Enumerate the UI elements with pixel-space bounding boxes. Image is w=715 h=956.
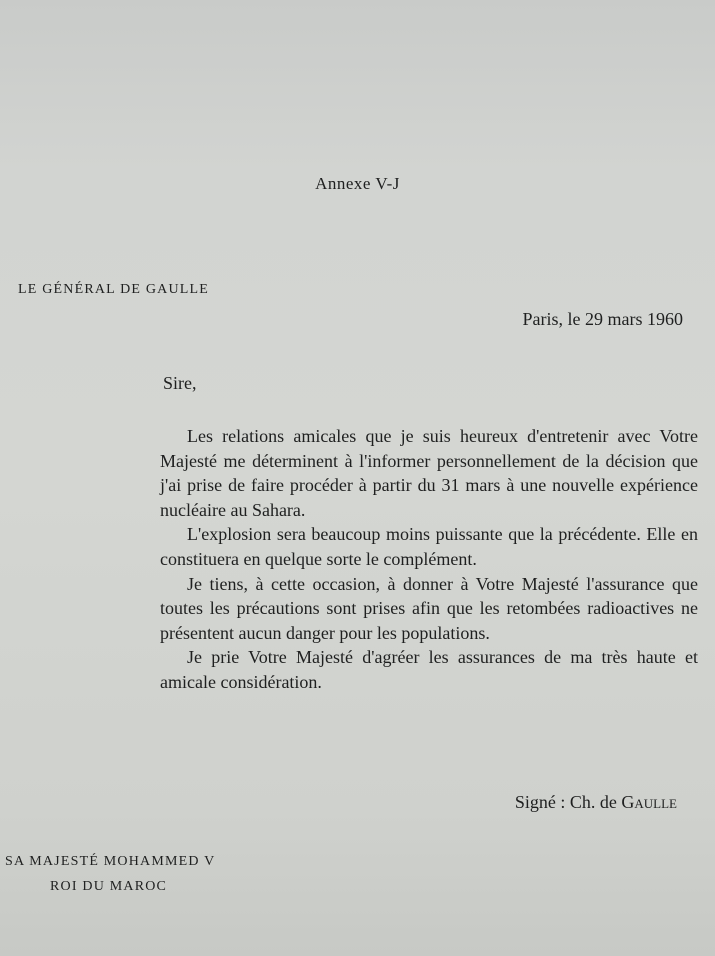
- sender-heading: LE GÉNÉRAL DE GAULLE: [18, 282, 210, 297]
- salutation: Sire,: [163, 373, 197, 393]
- recipient-block: [5, 849, 215, 899]
- annex-title: Annexe V-J: [315, 174, 400, 193]
- signature: [515, 792, 677, 813]
- recipient-line-1: SA MAJESTÉ MOHAMMED V: [5, 854, 216, 869]
- place-date: Paris, le 29 mars 1960: [522, 309, 683, 329]
- letter-body: [160, 424, 698, 695]
- recipient-line-2: ROI DU MAROC: [50, 879, 168, 894]
- signature-prefix: Signé : Ch. de: [514, 792, 617, 812]
- paragraph-1: Les relations amicales que je suis heureux d'entretenir avec Votre Majesté me déterminent à l'informer personnellement de la décision que j'ai prise de faire procéder à partir du 31 mars à une nouvelle expérience nucléaire au Sahara.: [160, 426, 698, 520]
- paragraph-4: Je prie Votre Majesté d'agréer les assurances de ma très haute et amicale considération.: [160, 647, 698, 692]
- paragraph-3: Je tiens, à cette occasion, à donner à Votre Majesté l'assurance que toutes les précautions sont prises afin que les retombées radioactives ne présentent aucun danger pour les populations.: [160, 573, 698, 643]
- signature-name: Gaulle: [621, 792, 677, 812]
- paragraph-2: L'explosion sera beaucoup moins puissante que la précédente. Elle en constituera en quelque sorte le complément.: [160, 524, 698, 569]
